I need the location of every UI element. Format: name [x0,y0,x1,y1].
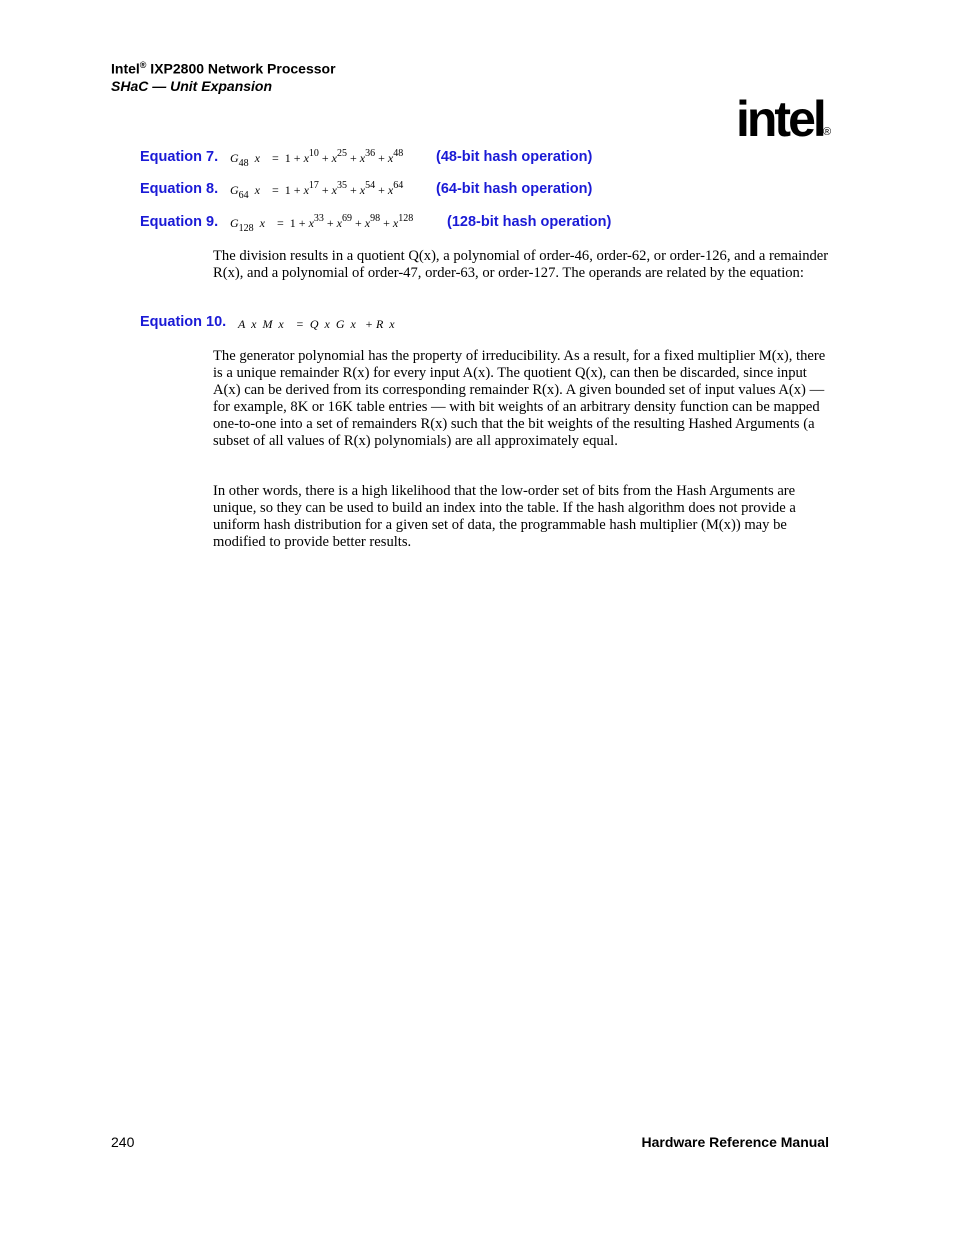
document-title [111,60,336,77]
title-brand: Intel [111,60,140,77]
equation-caption: (64-bit hash operation) [436,181,593,197]
logo-wordmark: intel [736,91,824,147]
equation-caption: (48-bit hash operation) [436,149,593,165]
body-paragraph-2: The generator polynomial has the property of irreducibility. As a result, for a fixed multiplier M(x), there is a unique remainder R(x) for every input A(x). The quotient Q(x), can then be discarded, since input A(x) can be derived from its corresponding remainder R(x). A given bounded set of input values A(x) — for example, 8K or 16K table entries — with bit weights of an arbitrary density function can be mapped one-to-one into a set of remainders R(x) such that the bit weights of the resulting Hashed Arguments (a subset of all values of R(x) polynomials) are all approximately equal. [213,348,826,449]
registered-mark: ® [139,60,147,70]
equation-label: Equation 8. [140,181,219,197]
section-subtitle: SHaC — Unit Expansion [111,78,273,94]
manual-title: Hardware Reference Manual [641,1134,829,1150]
equation-label: Equation 9. [140,214,219,230]
equation-label: Equation 10. [140,314,227,330]
equation-caption: (128-bit hash operation) [447,214,612,230]
equation-formula: A x M x = Q x G x + R x [238,317,395,331]
body-paragraph-1: The division results in a quotient Q(x), a polynomial of order-46, order-62, or order-126, and a remainder R(x), and a polynomial of order-47, order-63, or order-127. The operands are related by the equation: [213,248,829,281]
equation-formula: $G_{48}$ x = $1 + x^{10} + x^{25} + x^{36} + x^{48}$ [230,148,404,169]
equation-label: Equation 7. [140,149,219,165]
page-number: 240 [111,1134,135,1150]
logo-registered-mark: ® [823,126,832,138]
intel-logo [736,86,836,152]
equation-formula: $G_{64}$ x = $1 + x^{17} + x^{35} + x^{54} + x^{64}$ [230,180,404,201]
title-product: IXP2800 Network Processor [146,60,336,77]
equation-formula: $G_{128}$ x = $1 + x^{33} + x^{69} + x^{98} + x^{128}$ [230,213,414,234]
body-paragraph-3: In other words, there is a high likelihood that the low-order set of bits from the Hash Arguments are unique, so they can be used to build an index into the table. If the hash algorithm does not provide a uniform hash distribution for a given set of data, the programmable hash multiplier (M(x)) may be modified to provide better results. [213,483,796,550]
